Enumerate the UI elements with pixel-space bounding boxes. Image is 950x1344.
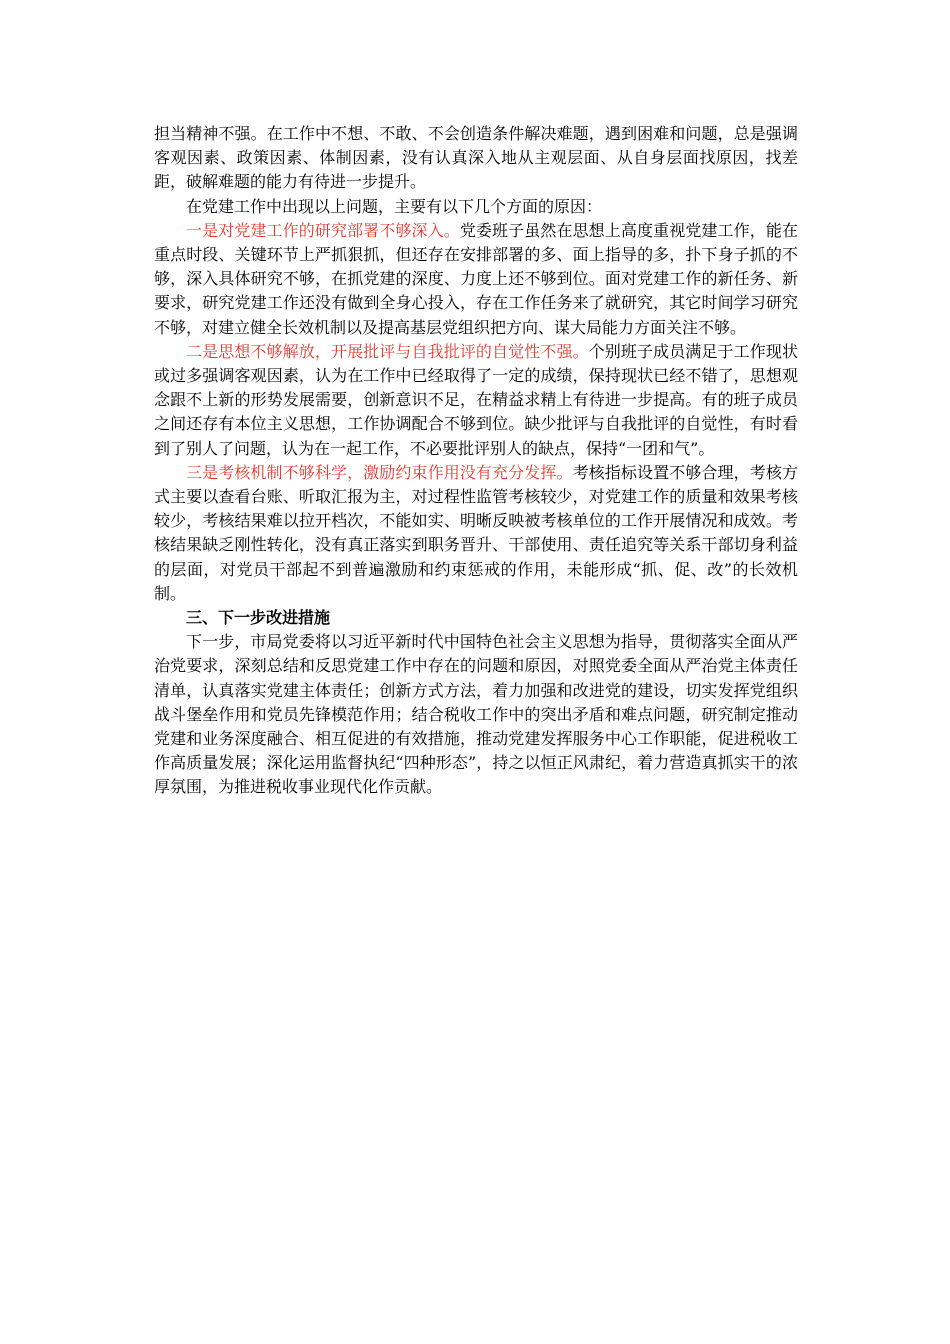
section-3-body-text: 下一步，市局党委将以习近平新时代中国特色社会主义思想为指导，贯彻落实全面从严治党要求，深刻总结和反思党建工作中存在的问题和原因，对照党委全面从严治党主体责任清单，认真落实党建主体责任；创新方式方法，着力加强和改进党的建设，切实发挥党组织战斗堡垒作用和党员先锋模范作用；结合税收工作中的突出矛盾和难点问题，研究制定推动党建和业务深度融合、相互促进的有效措施，推动党建发挥服务中心工作职能，促进税收工作高质量发展；深化运用监督执纪“四种形态”，持之以恒正风肃纪，着力营造真抓实干的浓厚氛围，为推进税收事业现代化作贡献。 <box>154 632 798 797</box>
paragraph-section-3-body <box>154 630 798 799</box>
reason-3-title: 三是考核机制不够科学，激励约束作用没有充分发挥。 <box>186 462 573 482</box>
reason-1-body: 党委班子虽然在思想上高度重视党建工作，能在重点时段、关键环节上严抓狠抓，但还存在安排部署的多、面上指导的多，扑下身子抓的不够，深入具体研究不够，在抓党建的深度、力度上还不够到位。面对党建工作的新任务、新要求，研究党建工作还没有做到全身心投入，存在工作任务来了就研究，其它时间学习研究不够，对建立健全长效机制以及提高基层党组织把方向、谋大局能力方面关注不够。 <box>154 220 798 337</box>
reason-2-title: 二是思想不够解放，开展批评与自我批评的自觉性不强。 <box>186 341 589 361</box>
section-3-heading-text: 三、下一步改进措施 <box>186 608 331 628</box>
paragraph-intro <box>154 122 798 195</box>
reason-1-title: 一是对党建工作的研究部署不够深入。 <box>186 220 460 240</box>
paragraph-reason-1 <box>154 219 798 340</box>
document-body <box>154 122 798 800</box>
paragraph-reasons-lead-text: 在党建工作中出现以上问题，主要有以下几个方面的原因： <box>186 196 603 216</box>
paragraph-intro-text: 担当精神不强。在工作中不想、不敢、不会创造条件解决难题，遇到困难和问题，总是强调客观因素、政策因素、体制因素，没有认真深入地从主观层面、从自身层面找原因，找差距，破解难题的能力有待进一步提升。 <box>154 124 798 192</box>
paragraph-reasons-lead <box>154 195 798 219</box>
reason-3-body: 考核指标设置不够合理，考核方式主要以查看台账、听取汇报为主，对过程性监管考核较少，对党建工作的质量和效果考核较少，考核结果难以拉开档次，不能如实、明晰反映被考核单位的工作开展情况和成效。考核结果缺乏刚性转化，没有真正落实到职务晋升、干部使用、责任追究等关系干部切身利益的层面，对党员干部起不到普遍激励和约束惩戒的作用，未能形成“抓、促、改”的长效机制。 <box>154 462 798 603</box>
paragraph-reason-2 <box>154 340 798 461</box>
reason-2-body: 个别班子成员满足于工作现状或过多强调客观因素，认为在工作中已经取得了一定的成绩，保持现状已经不错了，思想观念跟不上新的形势发展需要，创新意识不足，在精益求精上有待进一步提高。有的班子成员之间还存有本位主义思想，工作协调配合不够到位。缺少批评与自我批评的自觉性，有时看到了别人了问题，认为在一起工作，不必要批评别人的缺点，保持“一团和气”。 <box>154 341 798 458</box>
paragraph-reason-3 <box>154 461 798 606</box>
section-3-heading <box>154 606 798 630</box>
